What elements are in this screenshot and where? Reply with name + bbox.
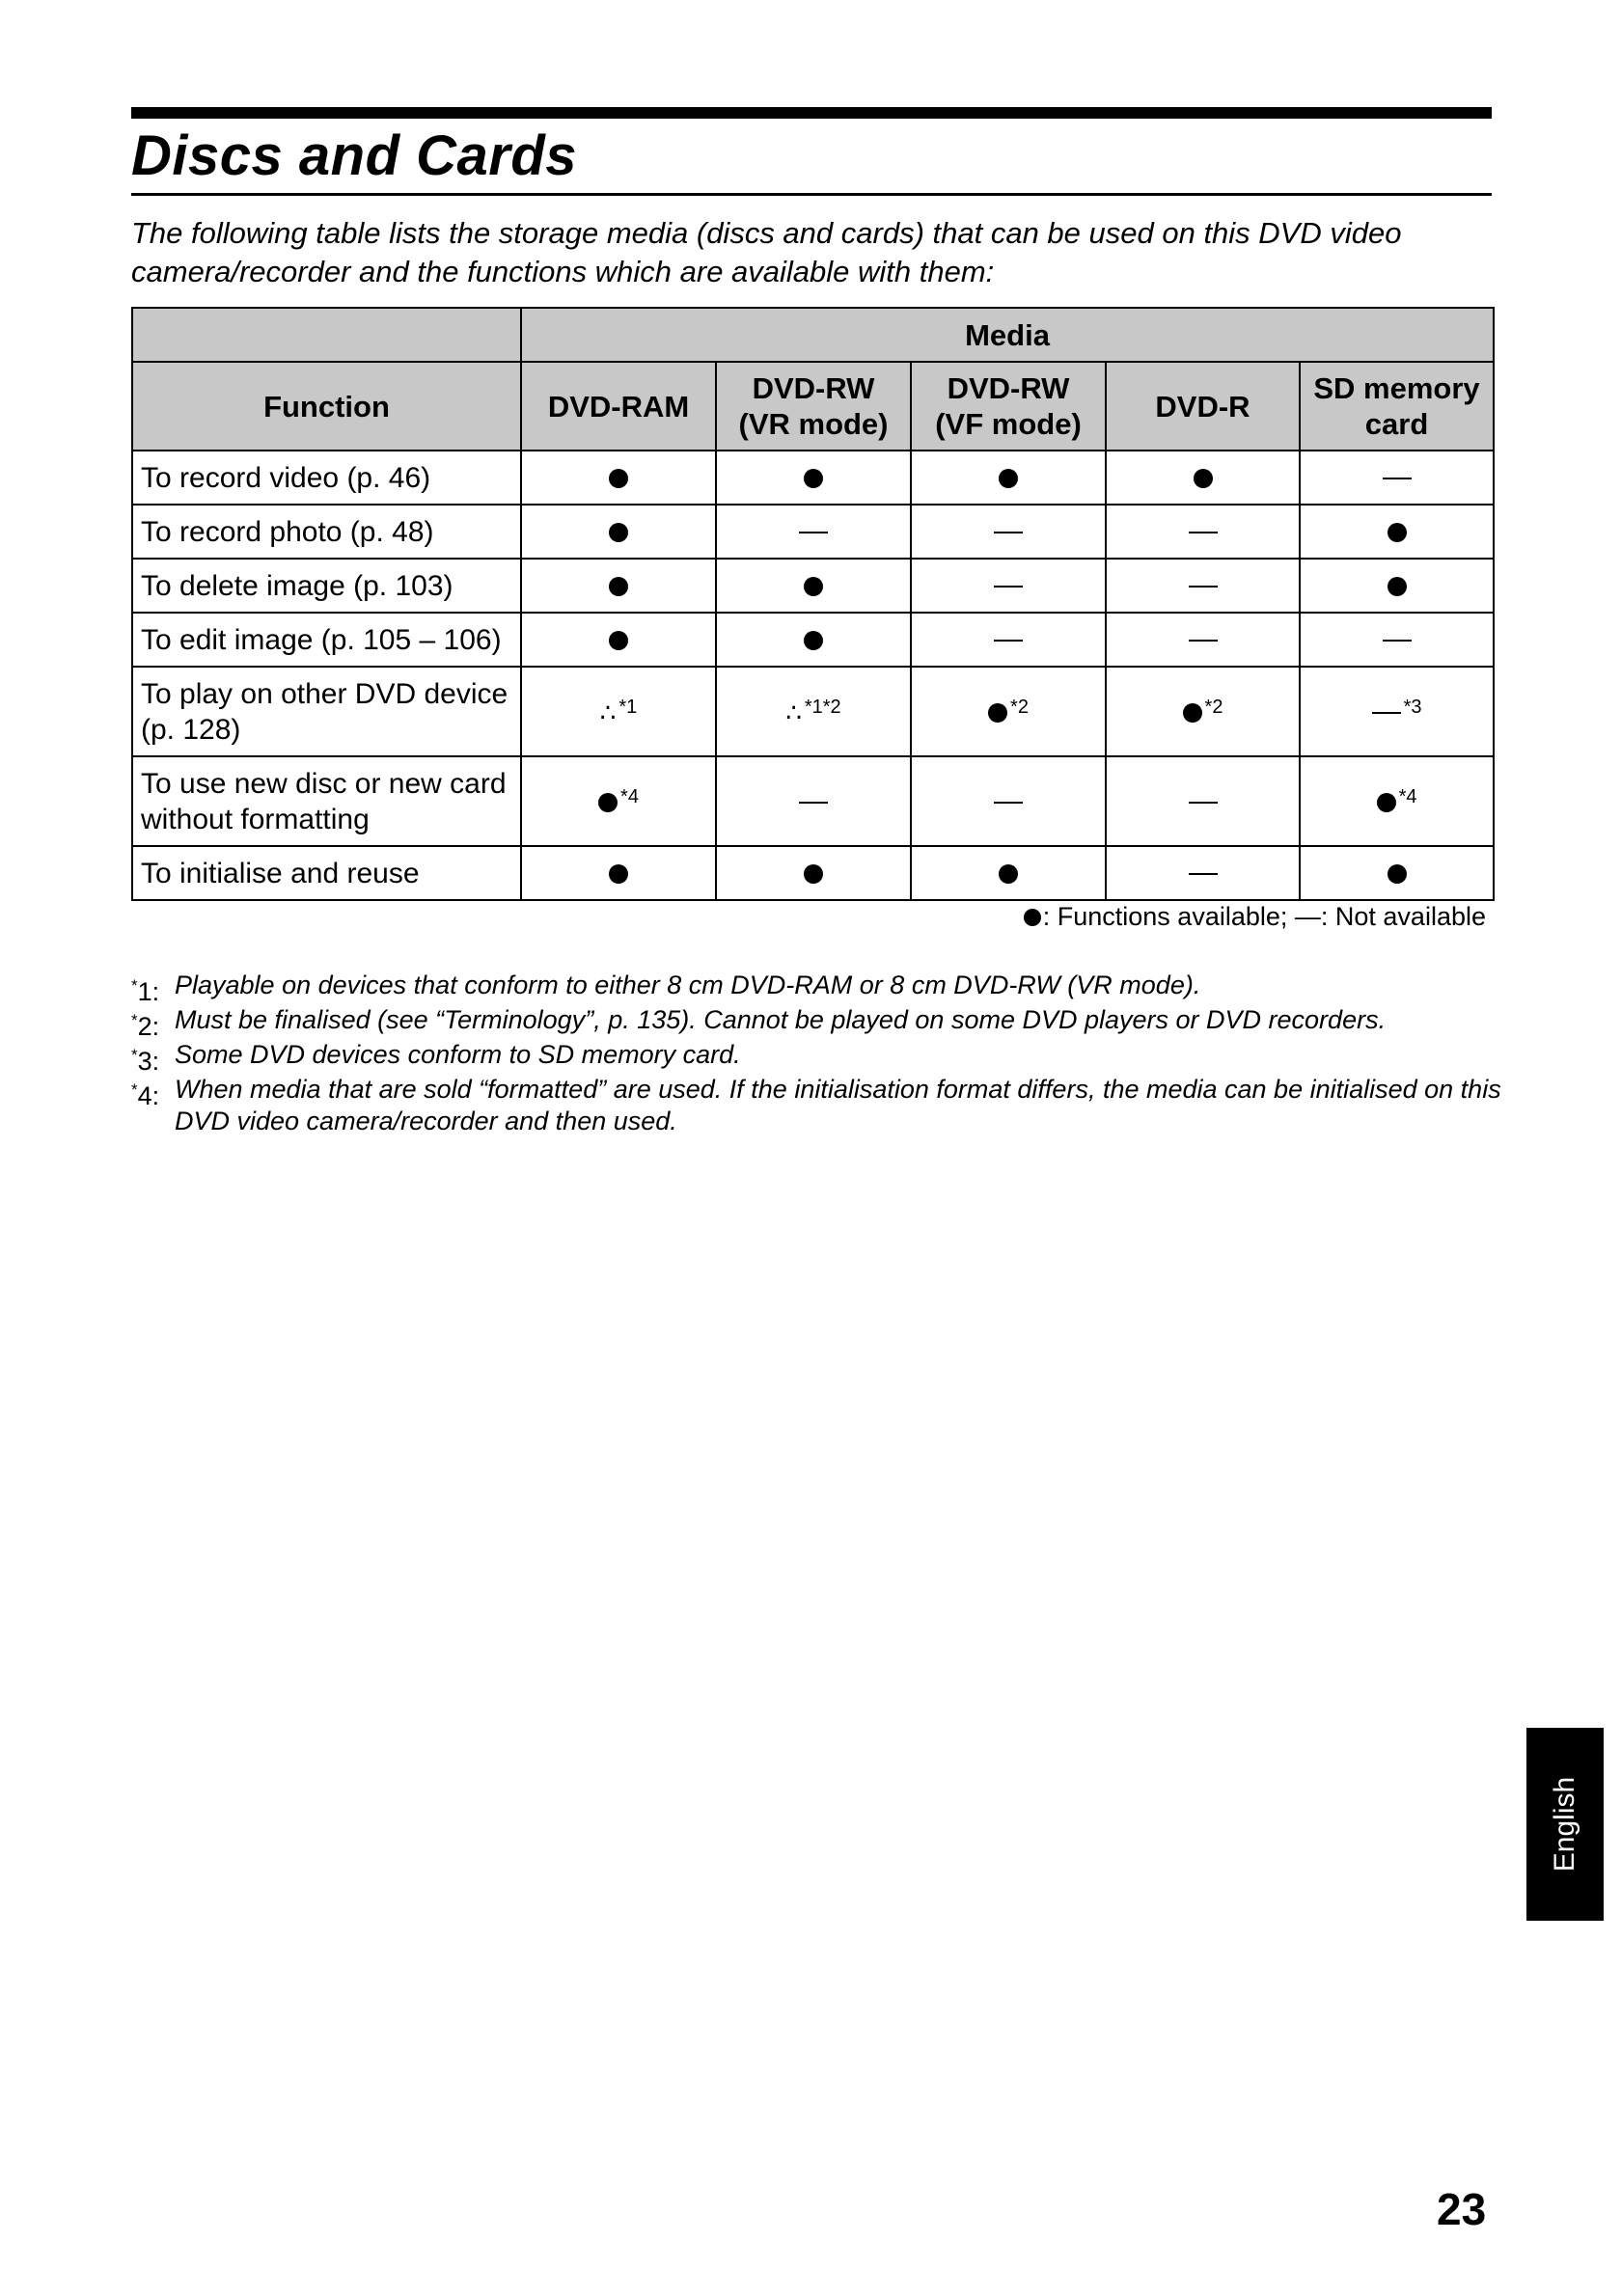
footnote-key: *2: [131,1011,160,1041]
conditional-therefore-icon: ∴ [599,697,617,727]
column-header-dvd-r [1106,362,1300,451]
availability-cell [911,846,1106,900]
not-available-dash-icon [994,532,1023,533]
availability-cell [521,846,716,900]
not-available-dash-icon [1189,532,1218,533]
availability-cell [1106,559,1300,613]
function-cell [132,846,521,900]
column-header-line2: card [1364,407,1429,441]
footnote [131,1074,1501,1137]
legend [1024,902,1486,932]
footnote-number: 3 [137,1047,152,1076]
footnote-text: Playable on devices that conform to either 8 cm DVD-RAM or 8 cm DVD-RW (VR mode). [175,970,1201,999]
table-row [132,613,1494,667]
media-group-header: Media [521,308,1494,362]
table-row [132,451,1494,505]
column-header-dvd-rw-vr [716,362,911,451]
footnote-key: *4: [131,1080,160,1110]
page-title: Discs and Cards [131,124,578,187]
table-row [132,756,1494,846]
column-header-line1: SD memory [1313,371,1480,405]
footnote-number: 1 [137,977,152,1006]
not-available-dash-icon [1383,640,1412,642]
top-rule [131,107,1492,119]
availability-cell [716,846,911,900]
column-header-row [132,362,1494,451]
availability-cell [1106,846,1300,900]
availability-cell [716,667,911,756]
legend-available-text: : Functions available; [1042,902,1295,931]
media-function-table [131,307,1495,901]
available-dot-icon [999,864,1018,884]
not-available-dash-icon [1189,586,1218,588]
available-dot-icon [1387,864,1407,884]
footnote-key: *1: [131,976,160,1006]
column-header-line1: DVD-RW [752,371,875,405]
footnote [131,1039,1501,1076]
function-label-line1: To record video (p. 46) [141,461,431,494]
available-dot-icon [1387,577,1407,596]
function-cell [132,613,521,667]
function-label-line2: without formatting [141,803,370,835]
footnote-number: 4 [137,1081,152,1110]
availability-cell [716,756,911,846]
not-available-dash-icon [1189,640,1218,642]
availability-cell [1300,559,1494,613]
column-header-sd-card [1300,362,1494,451]
availability-cell [716,559,911,613]
availability-cell [521,559,716,613]
availability-cell [521,613,716,667]
footnotes [131,970,1501,1140]
function-label-line1: To initialise and reuse [141,857,420,889]
availability-cell [911,756,1106,846]
availability-cell [1300,613,1494,667]
column-header-line1: DVD-RW [947,371,1070,405]
available-dot-icon [1387,523,1407,542]
footnote-ref: *4 [1398,785,1417,807]
availability-cell [521,505,716,559]
availability-cell [1106,667,1300,756]
function-label-line1: To use new disc or new card [141,767,507,800]
availability-cell [911,505,1106,559]
not-available-dash-icon [1383,478,1412,479]
conditional-therefore-icon: ∴ [785,697,802,727]
footnote-key: *3: [131,1046,160,1076]
function-cell [132,559,521,613]
function-cell [132,756,521,846]
column-header-line1: DVD-RAM [547,389,690,424]
availability-cell [716,451,911,505]
language-tab [1526,1728,1604,1921]
title-rule [131,193,1492,196]
not-available-dash-icon: — [1294,902,1321,931]
table-body [132,451,1494,900]
function-cell [132,667,521,756]
availability-cell [911,451,1106,505]
available-dot-icon [999,469,1018,488]
not-available-dash-icon [1189,802,1218,804]
available-dot-icon [1024,909,1041,926]
available-dot-icon [598,793,618,812]
column-header-line1: DVD-R [1155,389,1250,424]
function-column-header: Function [132,362,521,451]
available-dot-icon [804,469,823,488]
footnote-ref: *2 [1010,696,1029,718]
function-label-line2: (p. 128) [141,713,241,746]
available-dot-icon [804,577,823,596]
availability-cell [1300,451,1494,505]
column-header-line2: (VR mode) [738,407,889,441]
function-label-line1: To delete image (p. 103) [141,569,453,602]
availability-cell [911,613,1106,667]
table-row [132,559,1494,613]
availability-cell [716,505,911,559]
availability-cell [1300,756,1494,846]
available-dot-icon [804,864,823,884]
not-available-dash-icon [799,532,828,533]
footnote-text: Must be finalised (see “Terminology”, p. 135). Cannot be played on some DVD players or DVD recorders. [175,1005,1387,1034]
table-row [132,667,1494,756]
availability-cell [1106,505,1300,559]
availability-cell [521,451,716,505]
footnote-text: When media that are sold “formatted” are used. If the initialisation format differs, the media can be initialised on this DVD video camera/recorder and then used. [175,1075,1501,1135]
availability-cell [1106,613,1300,667]
available-dot-icon [1183,703,1202,723]
footnote-ref: *4 [620,785,639,807]
available-dot-icon [609,864,628,884]
footnote-number: 2 [137,1012,152,1041]
function-label-line1: To play on other DVD device [141,677,508,710]
footnote-ref: *2 [1204,696,1223,718]
table-row [132,846,1494,900]
availability-cell [1300,667,1494,756]
footnote-ref: *1*2 [804,696,841,718]
not-available-dash-icon [1189,873,1218,875]
available-dot-icon [1377,793,1396,812]
function-cell [132,451,521,505]
page-number: 23 [1437,2184,1487,2234]
function-label-line1: To record photo (p. 48) [141,515,434,548]
language-tab-label: English [1549,1776,1580,1872]
not-available-dash-icon [994,640,1023,642]
column-header-dvd-rw-vf [911,362,1106,451]
availability-cell [716,613,911,667]
available-dot-icon [1194,469,1213,488]
media-group-row [132,308,1494,362]
footnote-ref: *1 [618,696,638,718]
footnote [131,1004,1501,1041]
function-cell [132,505,521,559]
footnote [131,970,1501,1006]
available-dot-icon [609,523,628,542]
available-dot-icon [804,631,823,650]
availability-cell [521,667,716,756]
available-dot-icon [988,703,1007,723]
available-dot-icon [609,469,628,488]
column-header-dvd-ram [521,362,716,451]
not-available-dash-icon [994,586,1023,588]
availability-cell [911,559,1106,613]
availability-cell [911,667,1106,756]
footnote-text: Some DVD devices conform to SD memory card. [175,1040,741,1069]
footnote-ref: *3 [1403,696,1422,718]
table-row [132,505,1494,559]
empty-header-cell [132,308,521,362]
column-header-line2: (VF mode) [935,407,1082,441]
available-dot-icon [609,631,628,650]
function-label-line1: To edit image (p. 105 – 106) [141,623,502,656]
availability-cell [1106,756,1300,846]
availability-cell [521,756,716,846]
available-dot-icon [609,577,628,596]
intro-paragraph: The following table lists the storage media (discs and cards) that can be used on this DVD video camera/recorder and the functions which are available with them: [131,216,1402,288]
availability-cell [1300,846,1494,900]
not-available-dash-icon [1372,712,1401,714]
not-available-dash-icon [799,802,828,804]
not-available-dash-icon [994,802,1023,804]
availability-cell [1106,451,1300,505]
legend-not-available-text: : Not available [1320,902,1486,931]
availability-cell [1300,505,1494,559]
